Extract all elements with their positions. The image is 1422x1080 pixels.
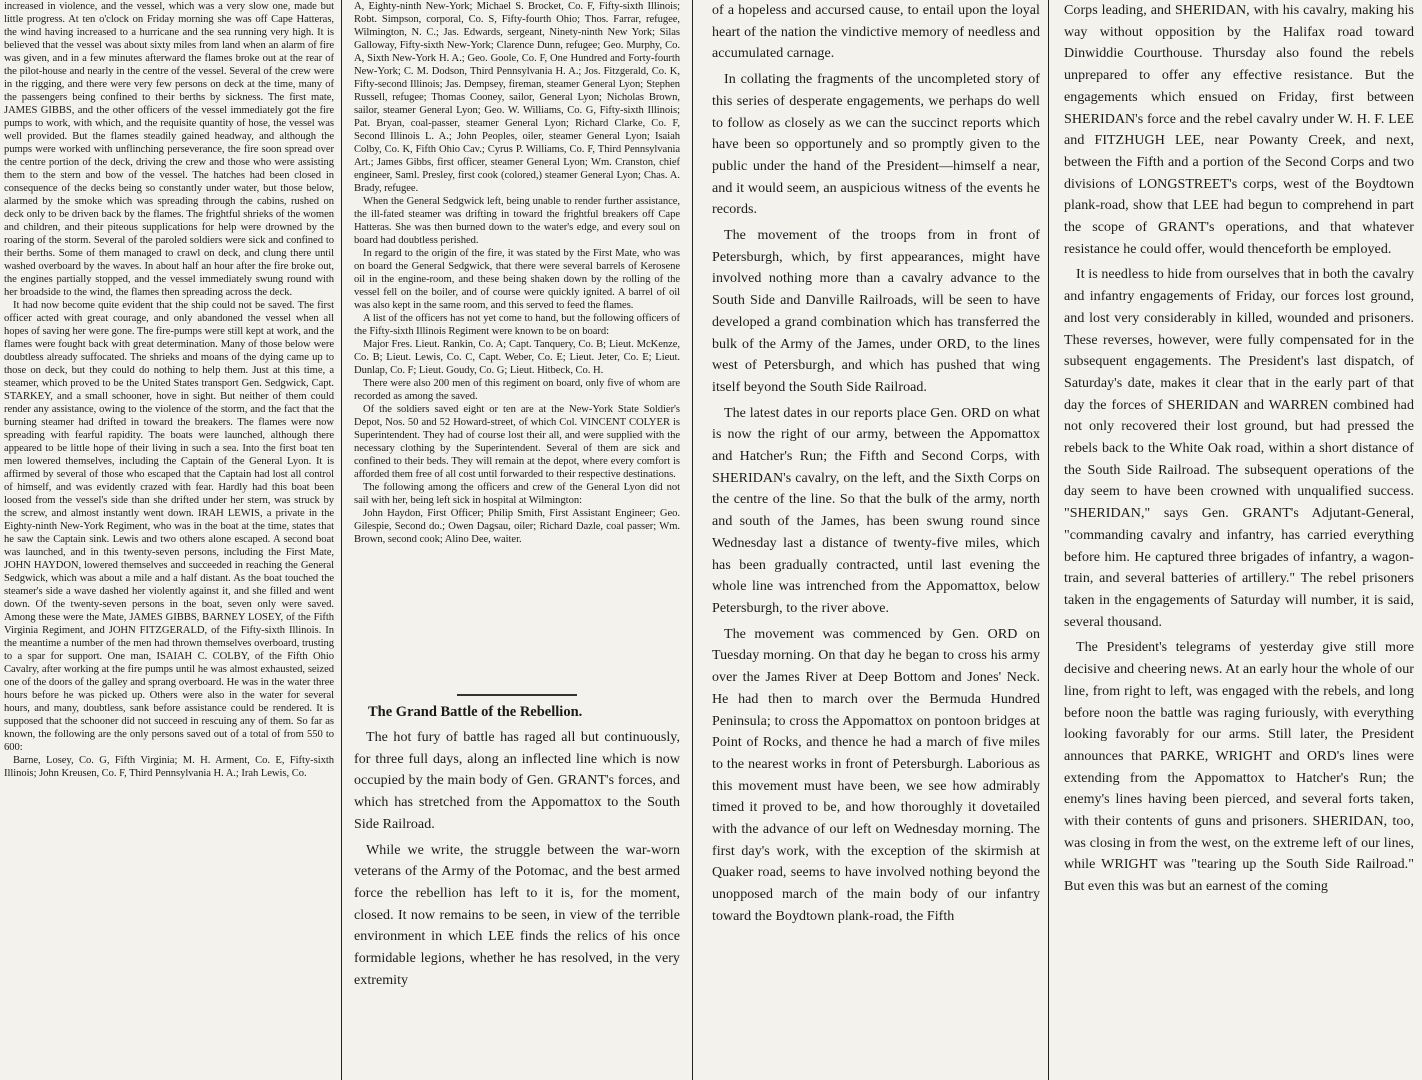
column-3 [700, 0, 1048, 1080]
column-rule [1048, 0, 1049, 1080]
paragraph: A list of the officers has not yet come to hand, but the following officers of the Fifty-sixth Illinois Regiment were known to be on board: [354, 313, 680, 337]
paragraph: Major Fres. Lieut. Rankin, Co. A; Capt. Tanquery, Co. B; Lieut. McKenze, Co. B; Lieut. Lewis, Co. C, Capt. Weber, Co. E; Lieut. Jeter, Co. E; Lieut. Dunlap, Co. F; Lieut. Goudy, Co. G; Lieut. Hitbeck, Co. H. [354, 339, 680, 376]
section-divider [457, 694, 577, 696]
paragraph: While we write, the struggle between the war-worn veterans of the Army of the Potomac, and the best armed force the rebellion has left to it is, for the moment, closed. It now remains to be seen, in view of the terrible environment in which LEE finds the relics of his once formidable legions, whether he has resolved, in the very extremity [354, 842, 680, 988]
paragraph: When the General Sedgwick left, being unable to render further assistance, the ill-fated steamer was drifting in toward the frightful breakers off Cape Hatteras. She was then burned down to the water's edge, and every soul on board had doubtless perished. [354, 196, 680, 246]
column-1 [0, 0, 340, 1080]
survivor-list-section [354, 0, 680, 686]
paragraph: of a hopeless and accursed cause, to entail upon the loyal heart of the nation the vindictive memory of needless and accumulated carnage. [712, 3, 1040, 62]
paragraph: Barne, Losey, Co. G, Fifth Virginia; M. H. Arment, Co. E, Fifty-sixth Illinois; John Kreusen, Co. F, Third Pennsylvania H. A.; Irah Lewis, Co. [4, 755, 334, 779]
article-headline: The Grand Battle of the Rebellion. [368, 704, 583, 720]
paragraph: There were also 200 men of this regiment on board, only five of whom are recorded as among the saved. [354, 378, 680, 402]
paragraph: It had now become quite evident that the ship could not be saved. The first officer acted with great courage, and only abandoned the vessel when all hopes of saving her were gone. The fire-pumps were still kept at work, and the flames were fought back with great determination. Many of those below were doubtless already suffocated. The shrieks and moans of the dying came up to those on deck, but they could do nothing to help them. Just at this time, a steamer, which proved to be the United States transport Gen. Sedgwick, Capt. STARKEY, and a small schooner, hove in sight. But neither of them could render any assistance, owing to the violence of the storm, and the fact that the burning steamer had drifted in toward the breakers. The flames were now spreading with fearful rapidity. The boats were launched, although there appeared to be little hope of their living in such a sea. Into the first boat ten men lowered themselves, including the Captain of the General Lyon. It is affirmed by several of those who escaped that the Captain had lost all control of himself, and was evidently crazed with fear. Hardly had this boat been loosed from the vessel's side than she drifted under her stern, was struck by the screw, and almost instantly went down. IRAH LEWIS, a private in the Eighty-ninth New-York Regiment, who was in the boat at the time, states that he saw the Captain sink. Lewis and two others alone escaped. A second boat was launched, and in this twenty-seven persons, including the First Mate, JOHN HAYDON, lowered themselves and succeeded in reaching the General Sedgwick, which was about a mile and a half distant. As the boat touched the steamer's side a wave dashed her violently against it, and she filled and went down. Of the twenty-seven persons in the boat, seven only were saved. Among these were the Mate, JAMES GIBBS, BARNEY LOSEY, of the Fifth Virginia Regiment, and JOHN FITZGERALD, of the Fifty-sixth Illinois. In the meantime a number of the men had thrown themselves overboard, trusting to a spar for support. One man, ISAIAH C. COLBY, of the Fifth Ohio Cavalry, after working at the fire pumps until he was almost exhausted, seized one of the doors of the galley and sprang overboard. He was in the water three hours before he was picked up. Others were also in the water for several hours, and many, doubtless, sank before assistance could be rendered. It is supposed that the schooner did not succeed in rescuing any of them. So far as known, the following are the only persons saved out of a total of from 550 to 600: [4, 300, 334, 753]
paragraph: In collating the fragments of the uncompleted story of this series of desperate engagements, we perhaps do well to follow as closely as we can the succinct reports which have been so opportunely and so promptly given to the public under the hand of the President—himself a near, and it would seem, an auspicious witness of the events he records. [712, 72, 1040, 218]
column-rule [341, 0, 342, 1080]
paragraph: The following among the officers and crew of the General Lyon did not sail with her, being left sick in hospital at Wilmington: [354, 482, 680, 506]
paragraph: Corps leading, and SHERIDAN, with his cavalry, making his way without opposition by the Halifax road toward Dinwiddie Courthouse. Thursday also found the rebels unprepared to offer any effective resistance. But the engagements which ensued on Friday, first between SHERIDAN's force and the rebel cavalry under W. H. F. LEE and FITZHUGH LEE, near Powanty Creek, and next, between the Fifth and a portion of the Second Corps and two divisions of LONGSTREET's corps, west of the Boydtown plank-road, show that LEE had begun to comprehend in part the scope of GRANT's operations, and that whatever resistance he could offer, would thenceforth be employed. [1064, 3, 1414, 257]
column-4 [1052, 0, 1422, 1080]
paragraph: The movement of the troops from in front of Petersburgh, which, by first appearances, might have involved nothing more than a cavalry advance to the South Side and Danville Railroads, will be seen to have developed a grand combination which has transferred the bulk of the Army of the James, under ORD, to the lines west of Petersburgh, and which has pushed that wing itself beyond the South Side Railroad. [712, 228, 1040, 395]
paragraph: It is needless to hide from ourselves that in both the cavalry and infantry engagements of Friday, our forces lost ground, and lost very considerably in killed, wounded and prisoners. These reverses, however, were fully compensated for in the subsequent engagements. The President's last dispatch, of Saturday's date, makes it clear that in the early part of that day the forces of SHERIDAN and WARREN combined had not only recovered their lost ground, but had pressed the rebels back to the White Oak road, within a short distance of the South Side Railroad. The subsequent operations of the day seem to have been crowned with unqualified success. "SHERIDAN," says Gen. GRANT's Adjutant-General, "commanding cavalry and infantry, has carried everything before him. He captured three brigades of infantry, a wagon-train, and several batteries of artillery." The rebel prisoners taken in the engagements of Saturday will number, it is said, several thousand. [1064, 267, 1414, 630]
paragraph: A, Eighty-ninth New-York; Michael S. Brocket, Co. F, Fifty-sixth Illinois; Robt. Simpson, corporal, Co. S, Fifty-fourth Ohio; Thos. Farrar, refugee, Wilmington, N. C.; Jas. Edwards, sergeant, Ninety-ninth New York; Silas Galloway, Fifty-sixth New-York; Clarence Dunn, refugee; Geo. Murphy, Co. A, Sixth New-York H. A.; Geo. Goole, Co. F, One Hundred and Forty-fourth New-York; C. M. Dodson, Third Pennsylvania H. A.; Jos. Fitzgerald, Co. K, Fifty-second Illinois; Jas. Dempsey, fireman, steamer General Lyon; Stephen Russell, refugee; Thomas Cooney, sailor, General Lyon; Nicholas Brown, sailor, steamer General Lyon; Geo. W. Williams, Co. G, Fifty-sixth Illinois; Pat. Bryan, coal-passer, steamer General Lyon; Richard Clarke, Co. F, Second Illinois L. A.; John Peoples, oiler, steamer General Lyon; Isaiah Colby, Co. K, Fifth Ohio Cav.; Cyrus P. Williams, Co. F, Third Pennsylvania Art.; James Gibbs, first officer, steamer General Lyon; Wm. Cranston, chief engineer, Saml. Presley, first cook (colored,) steamer General Lyon; Chas. A. Brady, refugee. [354, 1, 680, 194]
article-body [354, 727, 680, 991]
paragraph: The President's telegrams of yesterday give still more decisive and cheering news. At an early hour the whole of our line, from right to left, was engaged with the rebels, and long before noon the battle was raging furiously, with everything looking favorably for our arms. Still later, the President announces that PARKE, WRIGHT and ORD's lines were extending from the Appomattox to Hatcher's Run; the enemy's lines having been pierced, and several forts taken, with their contents of guns and prisoners. SHERIDAN, too, was closing in from the west, on the extreme left of our lines, while WRIGHT was "tearing up the South Side Railroad." But even this was but an earnest of the coming [1064, 640, 1414, 895]
paragraph: In regard to the origin of the fire, it was stated by the First Mate, who was on board the General Sedgwick, that there were several barrels of Kerosene oil in the engine-room, and these being shaken down by the rolling of the vessel fell on the boiler, and of course were quickly ignited. A barrel of oil was also kept in the same room, and this served to feed the flames. [354, 248, 680, 311]
column-rule [692, 0, 693, 1080]
paragraph: John Haydon, First Officer; Philip Smith, First Assistant Engineer; Geo. Gilespie, Second do.; Owen Dagsau, oiler; Richard Dazle, coal passer; Wm. Brown, second cook; Alino Dee, waiter. [354, 508, 680, 545]
paragraph: increased in violence, and the vessel, which was a very slow one, made but little progress. At ten o'clock on Friday morning she was off Cape Hatteras, the wind having increased to a hurricane and the sea running very high. It is believed that the vessel was about sixty miles from land when an alarm of fire was given, and in a few minutes afterward the flames broke out at the rear of the pilot-house and nearly in the centre of the vessel. Several of the crew were in the rigging, and there were very few persons on deck at the time, many of the passengers being confined to their berths by sickness. The first mate, JAMES GIBBS, and the other officers of the vessel immediately got the fire pumps to work, with which, and the requisite quantity of hose, the vessel was well provided. But the flames steadily gained headway, and although the pumps were worked with unflinching perseverance, the fire soon spread over the centre portion of the deck, driving the crew and those who were assisting them to the stern and bow of the vessel. The hatches had been closed in consequence of the decks being so constantly under water, but those below, alarmed by the smoke which was spreading through the cabins, rushed on deck only to be driven back by the flames. The frightful shrieks of the women and children, and their piteous supplications for help were drowned by the roaring of the storm. Several of the paroled soldiers were sick and confined to their berths. Some of them managed to crawl on deck, and clung there until washed overboard by the waves. In about half an hour after the fire broke out, the engines partially stopped, and the vessel immediately swung round with her broadside to the wind, the flames then spreading across the deck. [4, 1, 334, 298]
paragraph: Of the soldiers saved eight or ten are at the New-York State Soldier's Depot, Nos. 50 and 52 Howard-street, of which Col. VINCENT COLYER is Superintendent. They had of course lost their all, and were supplied with the necessary clothing by the Superintendent. Several of them are sick and confined to their beds. They will remain at the depot, where every comfort is afforded them free of all cost until forwarded to their respective destinations. [354, 404, 680, 480]
column-2 [344, 0, 688, 1080]
paragraph: The latest dates in our reports place Gen. ORD on what is now the right of our army, between the Appomattox and Hatcher's Run; the Fifth and Second Corps, with SHERIDAN's cavalry, on the left, and the Sixth Corps on the centre of the line. So that the bulk of the army, north and south of the James, has been swung round since Wednesday last a distance of twenty-five miles, which has been gradually contracted, until last evening the whole line was intrenched from the Appomattox, below Petersburgh, to the river above. [712, 405, 1040, 616]
paragraph: The hot fury of battle has raged all but continuously, for three full days, along an inflected line which is now occupied by the main body of Gen. GRANT's forces, and which has stretched from the Appomattox to the South Side Railroad. [354, 730, 680, 832]
paragraph: The movement was commenced by Gen. ORD on Tuesday morning. On that day he began to cross his army over the James River at Deep Bottom and Jones' Neck. He had then to march over the Bermuda Hundred Peninsula; to cross the Appomattox on pontoon bridges at Point of Rocks, and thence he had a march of five miles to the nearest works in front of Petersburgh. Laborious as this movement must have been, we see how admirably timed it proved to be, and how thoroughly it dovetailed with the advance of our left on Wednesday morning. The first day's work, with the exception of the skirmish at Quaker road, seems to have involved nothing beyond the unopposed march of the main body of our infantry toward the Boydtown plank-road, the Fifth [712, 626, 1040, 924]
